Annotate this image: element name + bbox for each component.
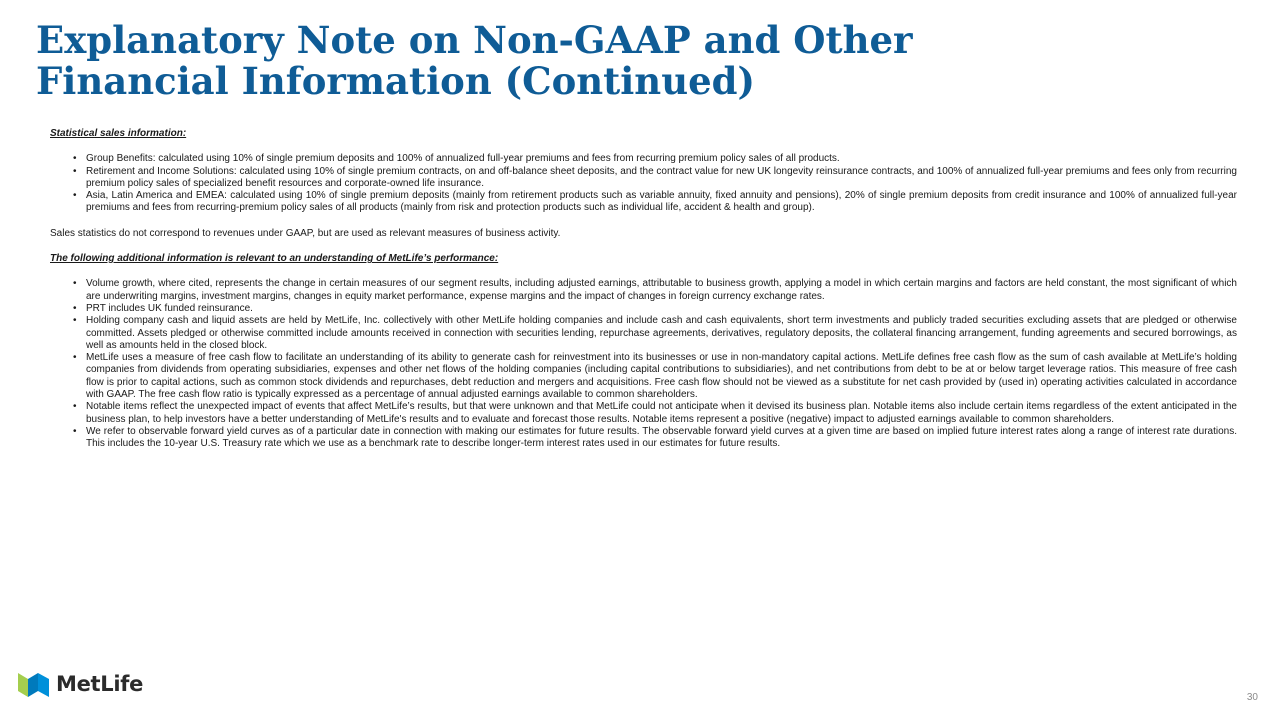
list-item xyxy=(50,278,1237,303)
page-title xyxy=(36,20,1036,102)
sales-section-heading: Statistical sales information: xyxy=(50,128,187,139)
additional-section-heading: The following additional information is relevant to an understanding of MetLife’s performance: xyxy=(50,253,499,265)
sales-bullet-list xyxy=(50,153,1237,214)
list-item-text: Notable items reflect the unexpected impact of events that affect MetLife’s results, but that were unknown and that MetLife could not anticipate when it devised its business plan. Notable items also include certain items regardless of the extent anticipated in the business plan, to help investors have a better understanding of MetLife's results and to evaluate and forecast those results. Notable items represent a positive (negative) impact to adjusted earnings available to common shareholders. xyxy=(86,401,1237,425)
logo-mark-middle xyxy=(28,673,38,697)
list-item xyxy=(50,352,1237,401)
list-item-text: MetLife uses a measure of free cash flow to facilitate an understanding of its ability to generate cash for reinvestment into its businesses or use in non-mandatory capital actions. MetLife defines free cash flow as the sum of cash available at MetLife’s holding companies from dividends from operating subsidiaries, expenses and other net flows of the holding companies (including capital contributions to subsidiaries), and net contributions from debt to be at or below target leverage ratios. This measure of free cash flow is prior to capital actions, such as common stock dividends and repurchases, debt reduction and mergers and acquisitions. Free cash flow should not be viewed as a substitute for net cash provided by (used in) operating activities calculated in accordance with GAAP. The free cash flow ratio is typically expressed as a percentage of annual adjusted earnings available to common shareholders. xyxy=(86,352,1237,401)
list-item xyxy=(50,426,1237,451)
content-body xyxy=(50,128,1237,451)
bullet-icon: • xyxy=(73,401,77,413)
sales-note: Sales statistics do not correspond to revenues under GAAP, but are used as relevant measures of business activity. xyxy=(50,227,561,239)
metlife-logo xyxy=(18,670,143,697)
list-item-text: Asia, Latin America and EMEA: calculated using 10% of single premium deposits (mainly from retirement products such as variable annuity, fixed annuity and pensions), 20% of single premium deposits from credit insurance and 100% of annualized full-year premiums and fees from recurring-premium policy sales of all products (mainly from risk and protection products such as individual life, accident & health and group). xyxy=(86,190,1237,214)
logo-text: MetLife xyxy=(56,671,144,696)
list-item xyxy=(50,166,1237,191)
logo-mark-right xyxy=(38,673,49,697)
metlife-logo-icon xyxy=(18,670,49,697)
list-item-text: Group Benefits: calculated using 10% of single premium deposits and 100% of annualized full-year premiums and fees from recurring premium policy sales of all products. xyxy=(86,153,840,165)
list-item xyxy=(50,401,1237,426)
additional-bullet-list xyxy=(50,278,1237,450)
list-item-text: Volume growth, where cited, represents the change in certain measures of our segment results, including adjusted earnings, attributable to business growth, applying a model in which certain margins and factors are held constant, the most significant of which are underwriting margins, investment margins, changes in equity market performance, expense margins and the impact of changes in foreign currency exchange rates. xyxy=(86,278,1237,302)
bullet-icon: • xyxy=(73,153,77,165)
list-item-text: PRT includes UK funded reinsurance. xyxy=(86,302,253,314)
page-number: 30 xyxy=(1246,692,1258,703)
page-title-line-1: Explanatory Note on Non-GAAP and Other xyxy=(36,18,913,62)
bullet-icon: • xyxy=(73,165,77,177)
list-item-text: Retirement and Income Solutions: calculated using 10% of single premium contracts, on and off-balance sheet deposits, and the contract value for new UK longevity reinsurance contracts, and 100% of annualized full-year premiums and fees only from recurring premium policy sales of specialized benefit resources and corporate-owned life insurance. xyxy=(86,165,1237,189)
bullet-icon: • xyxy=(73,278,77,290)
bullet-icon: • xyxy=(73,315,77,327)
list-item xyxy=(50,190,1237,215)
logo-mark-left xyxy=(18,673,28,697)
bullet-icon: • xyxy=(73,352,77,364)
bullet-icon: • xyxy=(73,302,77,314)
page-title-line-2: Financial Information (Continued) xyxy=(36,59,756,103)
list-item xyxy=(50,153,1237,165)
list-item-text: Holding company cash and liquid assets are held by MetLife, Inc. collectively with other MetLife holding companies and include cash and cash equivalents, short term investments and publicly traded securities excluding assets that are pledged or otherwise committed. Assets pledged or otherwise committed include amounts received in connection with securities lending, repurchase agreements, derivatives, regulatory deposits, the collateral financing arrangement, funding agreements and secured borrowings, as well as amounts held in the closed block. xyxy=(86,315,1237,351)
list-item-text: We refer to observable forward yield curves as of a particular date in connection with making our estimates for future results. The observable forward yield curves at a given time are based on implied future interest rates along a range of interest rate durations. This includes the 10-year U.S. Treasury rate which we use as a benchmark rate to describe longer-term interest rates used in our estimates for future results. xyxy=(86,425,1237,450)
bullet-icon: • xyxy=(73,190,77,202)
bullet-icon: • xyxy=(73,425,77,437)
list-item xyxy=(50,315,1237,352)
list-item xyxy=(50,303,1237,315)
